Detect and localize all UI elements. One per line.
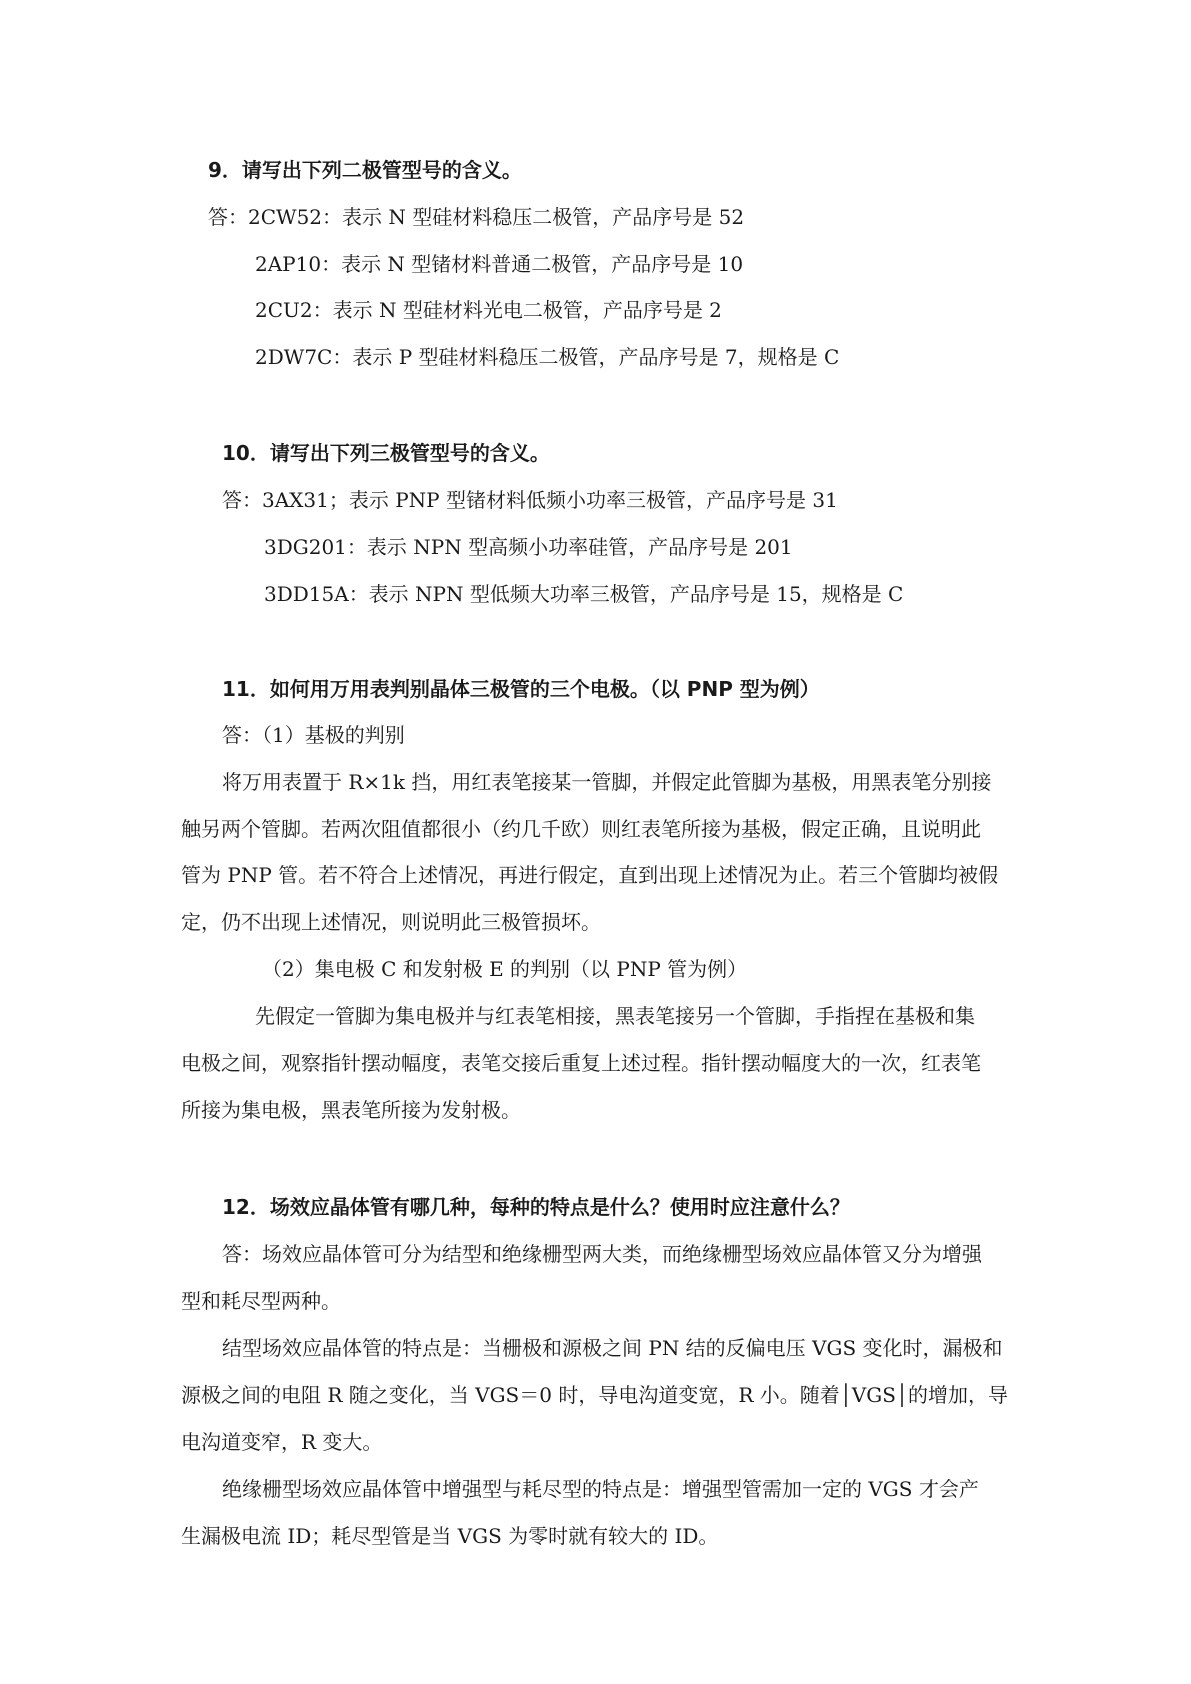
answer-line: 所接为集电极，黑表笔所接为发射极。 bbox=[181, 1098, 521, 1122]
answer-line: 结型场效应晶体管的特点是：当栅极和源极之间 PN 结的反偏电压 VGS 变化时，漏极和 bbox=[222, 1336, 1003, 1360]
answer-line: 先假定一管脚为集电极并与红表笔相接，黑表笔接另一个管脚，手指捏在基极和集 bbox=[255, 1004, 975, 1028]
answer-line: 电沟道变窄，R 变大。 bbox=[181, 1430, 383, 1454]
question-11-title: 11．如何用万用表判别晶体三极管的三个电极。（以 PNP 型为例） bbox=[222, 677, 820, 701]
question-10-title: 10．请写出下列三极管型号的含义。 bbox=[222, 441, 550, 465]
answer-line: 2DW7C：表示 P 型硅材料稳压二极管，产品序号是 7，规格是 C bbox=[255, 345, 840, 369]
answer-line: 答：2CW52：表示 N 型硅材料稳压二极管，产品序号是 52 bbox=[208, 205, 745, 229]
question-9-title: 9．请写出下列二极管型号的含义。 bbox=[208, 158, 522, 182]
answer-line: 答：3AX31；表示 PNP 型锗材料低频小功率三极管，产品序号是 31 bbox=[222, 488, 838, 512]
answer-line: （2）集电极 C 和发射极 E 的判别（以 PNP 管为例） bbox=[262, 957, 748, 981]
answer-line: 绝缘栅型场效应晶体管中增强型与耗尽型的特点是：增强型管需加一定的 VGS 才会产 bbox=[222, 1477, 979, 1501]
answer-line: 2AP10：表示 N 型锗材料普通二极管，产品序号是 10 bbox=[255, 252, 744, 276]
answer-line: 定，仍不出现上述情况，则说明此三极管损坏。 bbox=[181, 910, 601, 934]
answer-line: 生漏极电流 ID；耗尽型管是当 VGS 为零时就有较大的 ID。 bbox=[181, 1524, 719, 1548]
answer-line: 3DD15A：表示 NPN 型低频大功率三极管，产品序号是 15，规格是 C bbox=[264, 582, 904, 606]
answer-line: 电极之间，观察指针摆动幅度，表笔交接后重复上述过程。指针摆动幅度大的一次，红表笔 bbox=[181, 1051, 981, 1075]
answer-line: 源极之间的电阻 R 随之变化，当 VGS＝0 时，导电沟道变宽，R 小。随着│VGS│的增加，导 bbox=[181, 1383, 1008, 1407]
answer-line: 2CU2：表示 N 型硅材料光电二极管，产品序号是 2 bbox=[255, 298, 722, 322]
answer-line: 将万用表置于 R×1k 挡，用红表笔接某一管脚，并假定此管脚为基极，用黑表笔分别接 bbox=[222, 770, 992, 794]
answer-line: 触另两个管脚。若两次阻值都很小（约几千欧）则红表笔所接为基极，假定正确，且说明此 bbox=[181, 817, 981, 841]
answer-line: 答：场效应晶体管可分为结型和绝缘栅型两大类，而绝缘栅型场效应晶体管又分为增强 bbox=[222, 1242, 982, 1266]
answer-line: 管为 PNP 管。若不符合上述情况，再进行假定，直到出现上述情况为止。若三个管脚均被假 bbox=[181, 863, 999, 887]
answer-line: 3DG201：表示 NPN 型高频小功率硅管，产品序号是 201 bbox=[264, 535, 793, 559]
question-12-title: 12．场效应晶体管有哪几种，每种的特点是什么？使用时应注意什么？ bbox=[222, 1195, 850, 1219]
answer-line: 型和耗尽型两种。 bbox=[181, 1289, 341, 1313]
answer-line: 答：（1）基极的判别 bbox=[222, 723, 405, 747]
